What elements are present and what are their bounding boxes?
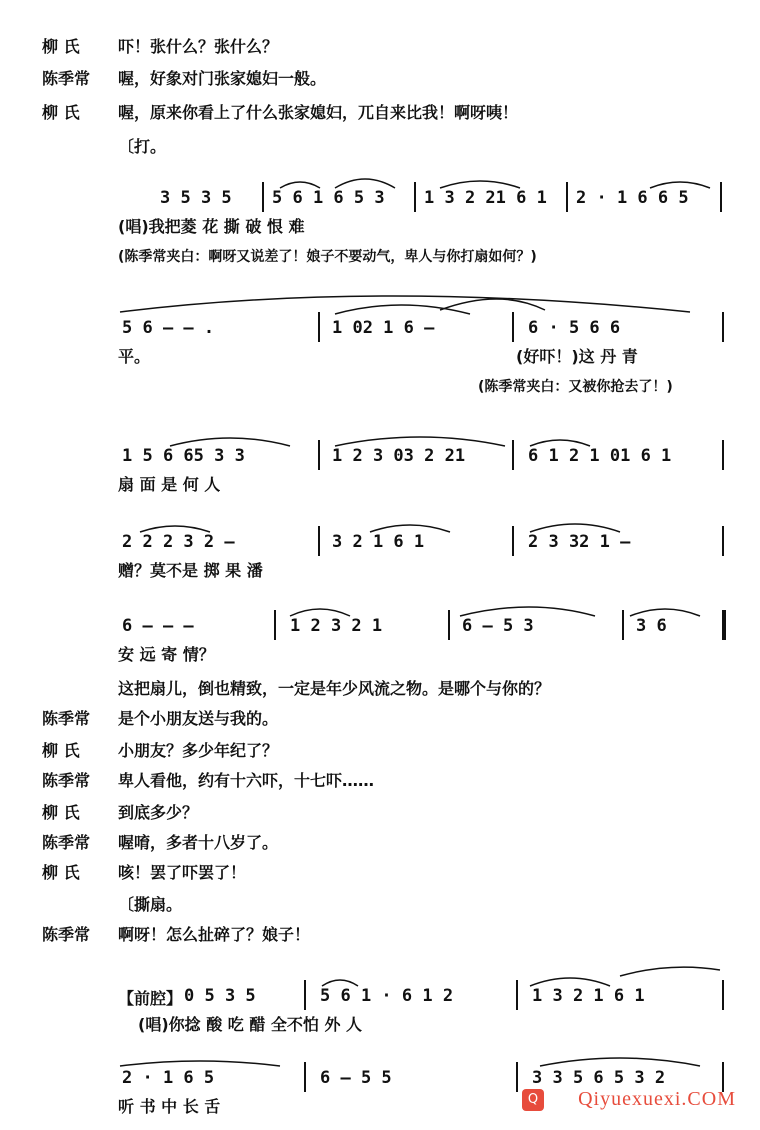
measure-notes: 6 – 5 3 bbox=[462, 616, 534, 636]
speaker-name: 柳 氏 bbox=[42, 863, 80, 882]
measure-notes: 3 3 5 6 5 3 2 bbox=[532, 1068, 666, 1088]
dialogue-text: 是个小朋友送与我的。 bbox=[118, 709, 279, 728]
speaker-name: 陈季常 bbox=[42, 925, 91, 944]
bar-line bbox=[304, 980, 306, 1010]
dialogue-line bbox=[0, 66, 740, 92]
dialogue-line bbox=[0, 100, 740, 126]
dialogue-text: 这把扇儿，倒也精致，一定是年少风流之物。是哪个与你的？ bbox=[118, 679, 551, 698]
dialogue-text: 喔，好象对门张家媳妇一般。 bbox=[118, 69, 327, 88]
dialogue-text: 喔，原来你看上了什么张家媳妇，兀自来比我！啊呀咦！ bbox=[118, 103, 519, 122]
lyric-line: 安 远 寄 情？ bbox=[118, 645, 215, 664]
measure-notes: 3 2 1 6 1 bbox=[332, 532, 425, 552]
aside-line: (陈季常夹白：啊呀又说差了！娘子不要动气，卑人与你打扇如何？) bbox=[118, 249, 537, 265]
dialogue-line bbox=[0, 800, 740, 826]
measure-notes: 1 2 3 2 1 bbox=[290, 616, 383, 636]
measure-notes: 3 5 3 5 bbox=[160, 188, 232, 208]
notation-line bbox=[0, 608, 760, 642]
measure-notes: 6 · 5 6 6 bbox=[528, 318, 621, 338]
bar-line bbox=[512, 312, 514, 342]
watermark-text: Qiyuexuexi.COM bbox=[578, 1088, 736, 1110]
speaker-name: 陈季常 bbox=[42, 69, 91, 88]
measure-notes: 1 3 2 1 6 1 bbox=[532, 986, 645, 1006]
dialogue-line bbox=[0, 922, 740, 948]
bar-line bbox=[318, 440, 320, 470]
lyric-line: 赠？莫不是 掷 果 潘 bbox=[118, 561, 263, 580]
bar-line bbox=[304, 1062, 306, 1092]
measure-notes: 1 3 2 21 6 1 bbox=[424, 188, 547, 208]
speaker-name: 柳 氏 bbox=[42, 103, 80, 122]
bar-line bbox=[720, 182, 722, 212]
watermark-logo-icon: Q bbox=[522, 1089, 544, 1111]
dialogue-line bbox=[0, 860, 740, 886]
speaker-name: 陈季常 bbox=[42, 771, 91, 790]
bar-line bbox=[512, 440, 514, 470]
measure-notes: 5 6 1 6 5 3 bbox=[272, 188, 385, 208]
dialogue-line bbox=[0, 706, 740, 732]
bar-line bbox=[512, 526, 514, 556]
speaker-name: 柳 氏 bbox=[42, 803, 80, 822]
bar-line bbox=[516, 1062, 518, 1092]
dialogue-text: 卑人看他，约有十六吓，十七吓…… bbox=[118, 771, 375, 790]
dialogue-line bbox=[0, 676, 740, 702]
lyric-line: 听 书 中 长 舌 bbox=[118, 1097, 221, 1116]
section-tag: 【前腔】 bbox=[118, 989, 183, 1008]
bar-line bbox=[722, 526, 724, 556]
measure-notes: 2 · 1 6 6 5 bbox=[576, 188, 689, 208]
dialogue-text: 咳！罢了吓罢了！ bbox=[118, 863, 247, 882]
measure-notes: 1 5 6 65 3 3 bbox=[122, 446, 245, 466]
speaker-name: 陈季常 bbox=[42, 833, 91, 852]
measure-notes: 2 3 32 1 – bbox=[528, 532, 631, 552]
measure-notes: 3 6 bbox=[636, 616, 667, 636]
bar-line bbox=[566, 182, 568, 212]
notation-line bbox=[0, 524, 760, 558]
speaker-name: 柳 氏 bbox=[42, 37, 80, 56]
music-stave bbox=[0, 524, 760, 594]
notation-line bbox=[0, 438, 760, 472]
end-bar-line bbox=[722, 610, 726, 640]
measure-notes: 0 5 3 5 bbox=[184, 986, 256, 1006]
lyric-line: 扇 面 是 何 人 bbox=[118, 475, 221, 494]
dialogue-text: 到底多少？ bbox=[118, 803, 199, 822]
dialogue-line bbox=[0, 768, 740, 794]
measure-notes: 6 – 5 5 bbox=[320, 1068, 392, 1088]
measure-notes: 6 – – – bbox=[122, 616, 194, 636]
lyric-line: (唱)你捻 酸 吃 醋 全不怕 外 人 bbox=[138, 1015, 363, 1034]
bar-line bbox=[622, 610, 624, 640]
music-stave bbox=[0, 438, 760, 508]
music-stave bbox=[0, 310, 760, 406]
speaker-name: 柳 氏 bbox=[42, 741, 80, 760]
bar-line bbox=[262, 182, 264, 212]
dialogue-line bbox=[0, 34, 740, 60]
measure-notes: 5 6 1 · 6 1 2 bbox=[320, 986, 454, 1006]
measure-notes: 2 · 1 6 5 bbox=[122, 1068, 215, 1088]
dialogue-line bbox=[0, 738, 740, 764]
stage-direction: 〔撕扇。 bbox=[118, 895, 183, 914]
measure-notes: 1 02 1 6 – bbox=[332, 318, 435, 338]
lyric-line: 平。 bbox=[118, 347, 151, 366]
measure-notes: 6 1 2 1 01 6 1 bbox=[528, 446, 672, 466]
aside-line: (陈季常夹白：又被你抢去了！) bbox=[478, 379, 673, 395]
measure-notes: 2 2 2 3 2 – bbox=[122, 532, 235, 552]
measure-notes: 5 6 – – . bbox=[122, 318, 215, 338]
lyric-line: (唱)我把菱 花 撕 破 恨 难 bbox=[118, 217, 305, 236]
bar-line bbox=[318, 312, 320, 342]
bar-line bbox=[516, 980, 518, 1010]
bar-line bbox=[448, 610, 450, 640]
notation-line bbox=[0, 978, 760, 1012]
dialogue-text: 吓！张什么？张什么？ bbox=[118, 37, 279, 56]
music-stave bbox=[0, 608, 760, 678]
measure-notes: 1 2 3 03 2 21 bbox=[332, 446, 466, 466]
music-stave bbox=[0, 180, 760, 270]
music-stave bbox=[0, 978, 760, 1048]
dialogue-line bbox=[0, 830, 740, 856]
dialogue-text: 小朋友？多少年纪了？ bbox=[118, 741, 279, 760]
bar-line bbox=[722, 312, 724, 342]
dialogue-text: 喔唷，多者十八岁了。 bbox=[118, 833, 279, 852]
stage-direction: 〔打。 bbox=[118, 137, 167, 156]
dialogue-text: 啊呀！怎么扯碎了？娘子！ bbox=[118, 925, 311, 944]
notation-line bbox=[0, 180, 760, 214]
bar-line bbox=[414, 182, 416, 212]
speaker-name: 陈季常 bbox=[42, 709, 91, 728]
bar-line bbox=[722, 980, 724, 1010]
lyric-line: (好吓！)这 丹 青 bbox=[516, 347, 638, 366]
bar-line bbox=[722, 440, 724, 470]
bar-line bbox=[274, 610, 276, 640]
bar-line bbox=[318, 526, 320, 556]
notation-line bbox=[0, 310, 760, 344]
